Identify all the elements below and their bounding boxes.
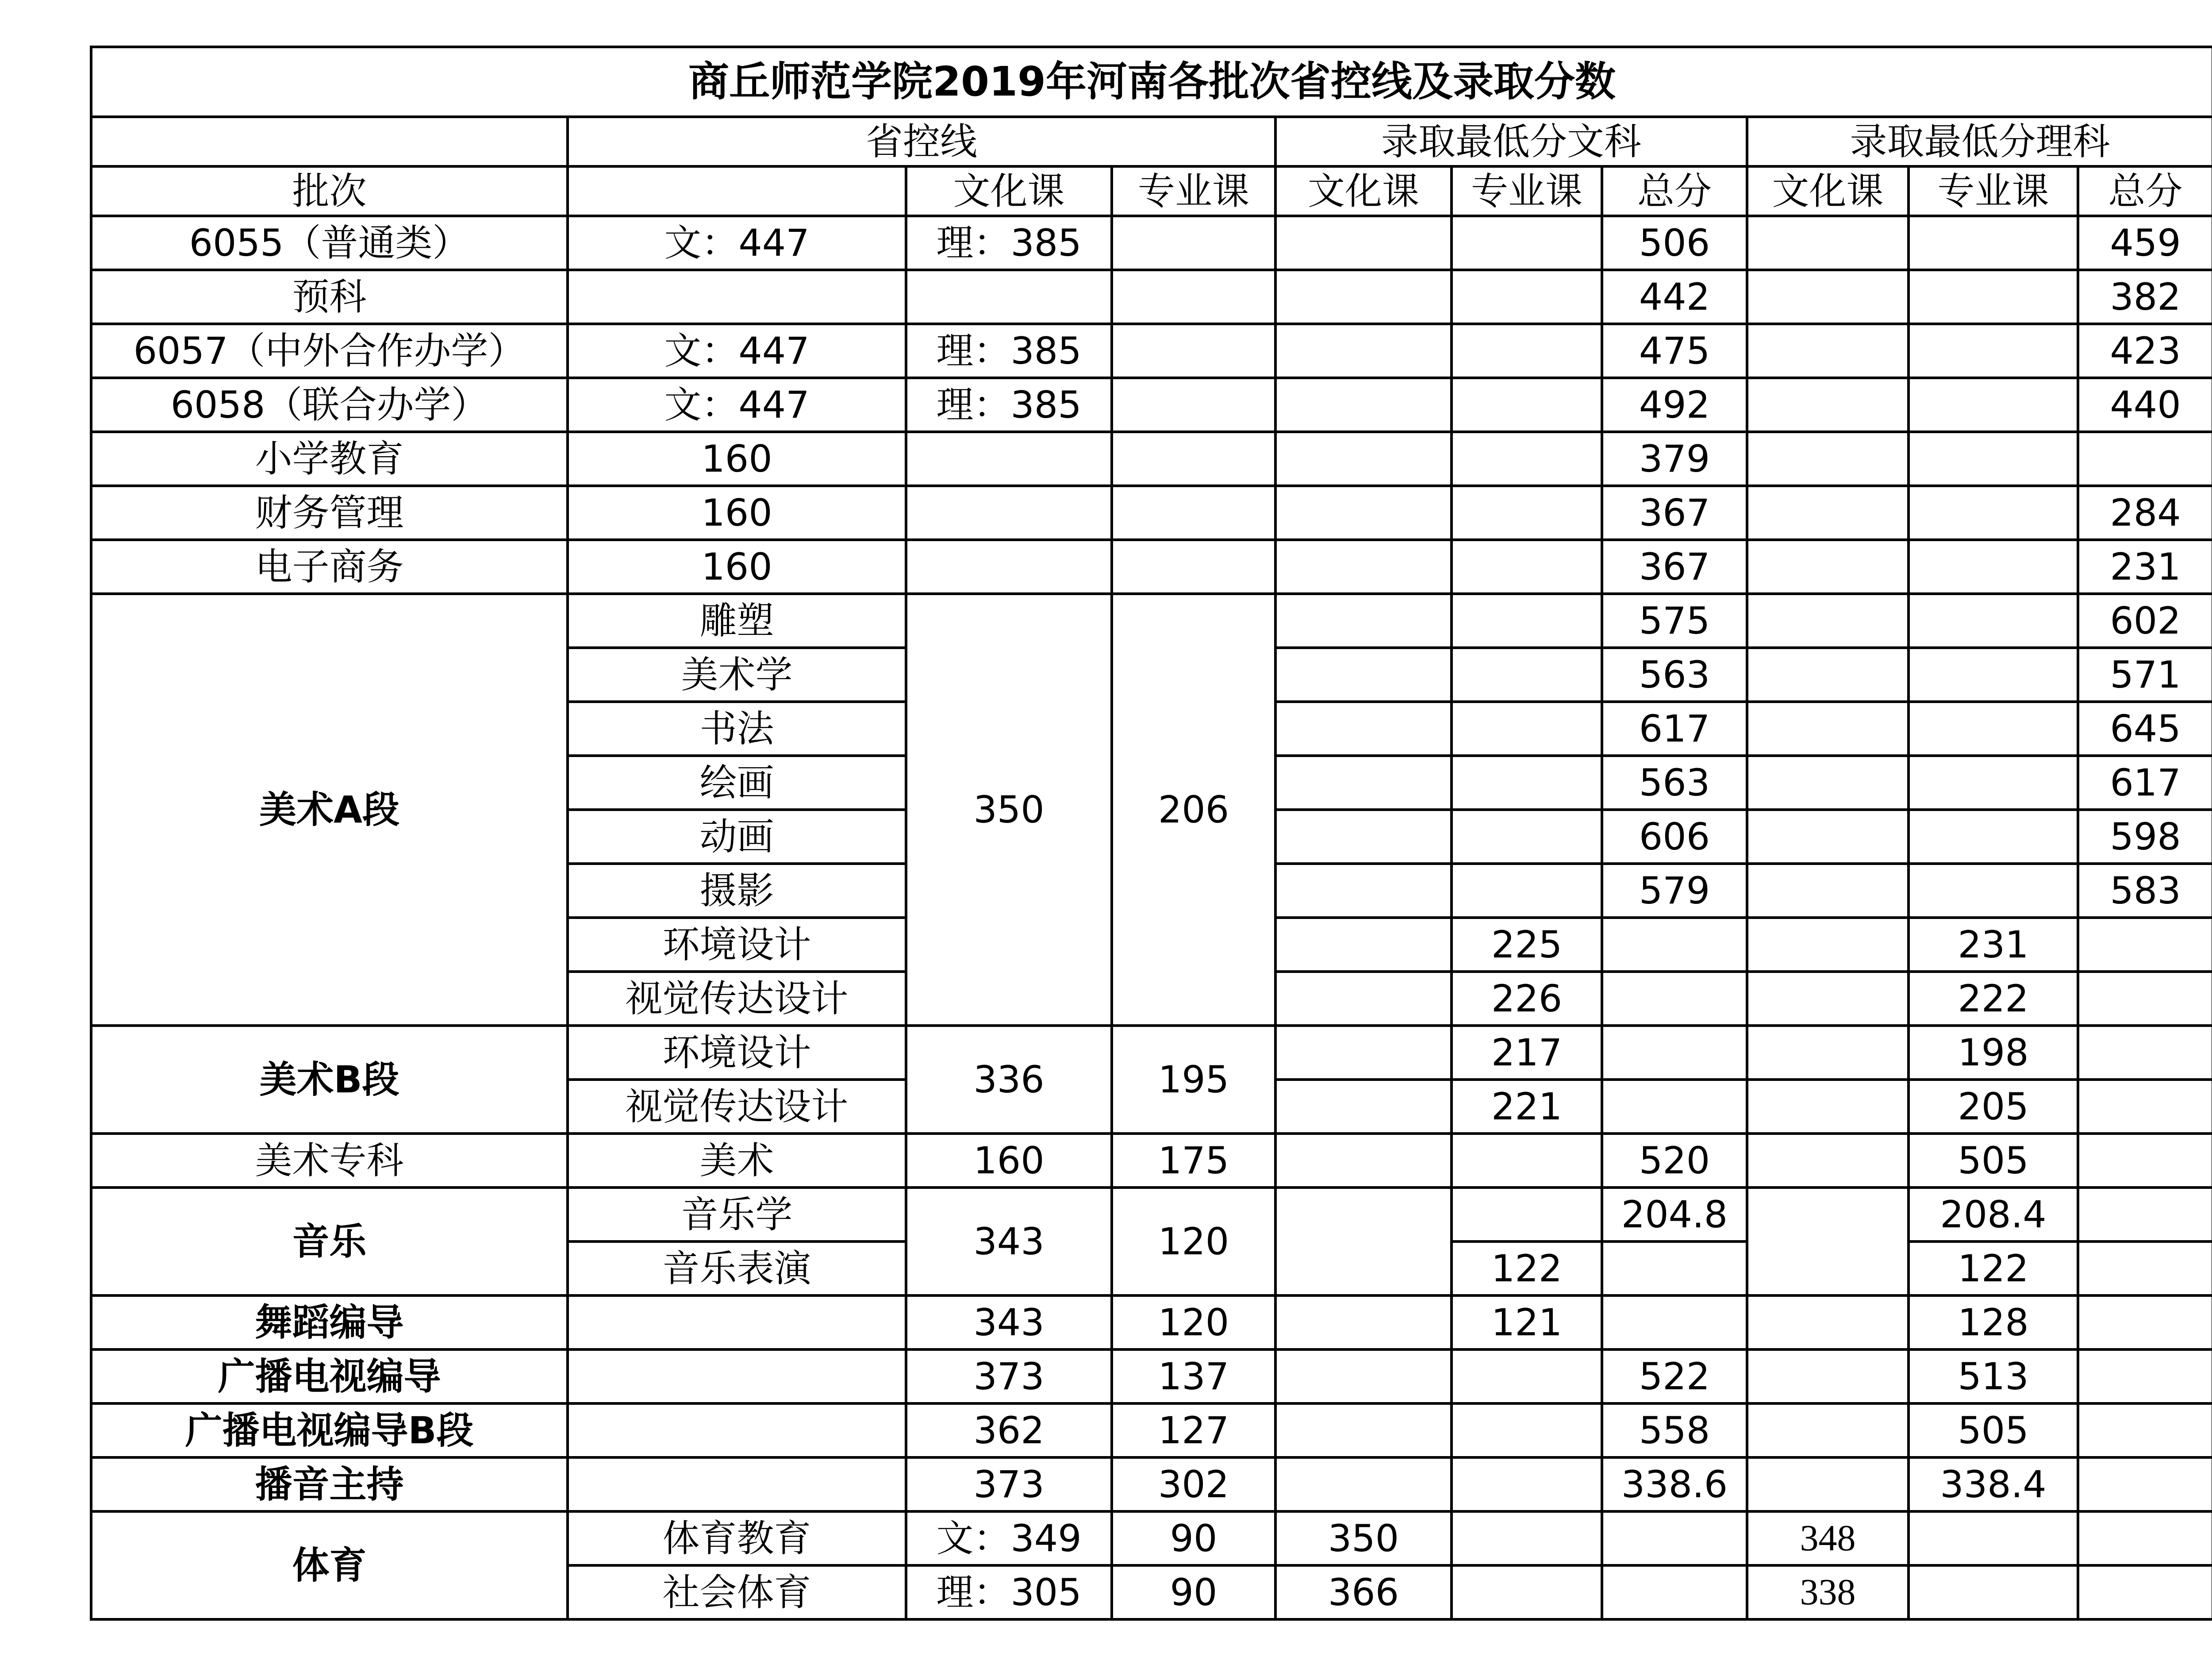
wen-total: 442 (1602, 270, 1747, 324)
wen-total: 204.8 (1602, 1188, 1747, 1242)
major-name: 视觉传达设计 (568, 972, 906, 1026)
header-wen-total: 总分 (1602, 166, 1747, 216)
wen-total: 520 (1602, 1134, 1747, 1188)
line-wen: 文：447 (568, 378, 906, 432)
li-major: 505 (1909, 1134, 2078, 1188)
major-name: 环境设计 (568, 918, 906, 972)
header-wen-major: 专业课 (1452, 166, 1602, 216)
table-row (91, 486, 2212, 540)
line-major: 137 (1112, 1349, 1275, 1403)
header-wen-culture: 文化课 (1275, 166, 1452, 216)
batch-name: 美术B段 (91, 1026, 568, 1134)
line-major: 175 (1112, 1134, 1275, 1188)
major-name: 书法 (568, 702, 906, 756)
wen-total: 563 (1602, 756, 1747, 810)
wen-major: 225 (1452, 918, 1602, 972)
table-row (91, 1295, 2212, 1349)
header-blank (568, 166, 906, 216)
table-row (91, 1403, 2212, 1457)
wen-total: 338.6 (1602, 1457, 1747, 1511)
wen-culture: 366 (1275, 1565, 1452, 1619)
li-major: 205 (1909, 1080, 2078, 1134)
batch-name: 舞蹈编导 (91, 1295, 568, 1349)
major-name: 摄影 (568, 864, 906, 918)
batch-name: 体育 (91, 1511, 568, 1619)
li-major: 222 (1909, 972, 2078, 1026)
li-total: 284 (2078, 486, 2212, 540)
li-total: 617 (2078, 756, 2212, 810)
li-total: 459 (2078, 216, 2212, 270)
line-value: 160 (568, 432, 906, 486)
line-culture: 362 (906, 1403, 1112, 1457)
line-culture: 343 (906, 1295, 1112, 1349)
li-total: 602 (2078, 594, 2212, 648)
major-name: 美术 (568, 1134, 906, 1188)
batch-name: 美术A段 (91, 594, 568, 1026)
table-row (91, 1188, 2212, 1242)
li-total: 440 (2078, 378, 2212, 432)
wen-total: 492 (1602, 378, 1747, 432)
score-table (90, 46, 2212, 1621)
li-total: 598 (2078, 810, 2212, 864)
table-row (91, 324, 2212, 378)
wen-total: 617 (1602, 702, 1747, 756)
table-row (91, 1457, 2212, 1511)
table-row (91, 1026, 2212, 1080)
major-name: 绘画 (568, 756, 906, 810)
header-min-li: 录取最低分理科 (1747, 117, 2212, 166)
table-title: 商丘师范学院2019年河南各批次省控线及录取分数 (91, 47, 2212, 117)
line-major: 90 (1112, 1511, 1275, 1565)
wen-total: 379 (1602, 432, 1747, 486)
line-culture: 343 (906, 1188, 1112, 1295)
major-name: 美术学 (568, 648, 906, 702)
line-culture: 336 (906, 1026, 1112, 1134)
line-major: 90 (1112, 1565, 1275, 1619)
wen-total: 575 (1602, 594, 1747, 648)
line-culture: 373 (906, 1349, 1112, 1403)
line-li: 理：385 (906, 378, 1112, 432)
table-row (91, 1511, 2212, 1565)
wen-total: 506 (1602, 216, 1747, 270)
li-major: 122 (1909, 1242, 2078, 1295)
header-row-1 (91, 117, 2212, 166)
line-li: 理：385 (906, 324, 1112, 378)
li-total: 382 (2078, 270, 2212, 324)
wen-major: 121 (1452, 1295, 1602, 1349)
batch-name: 广播电视编导B段 (91, 1403, 568, 1457)
header-row-2 (91, 166, 2212, 216)
table-row (91, 378, 2212, 432)
line-culture: 373 (906, 1457, 1112, 1511)
batch-name: 音乐 (91, 1188, 568, 1295)
batch-name: 6058（联合办学） (91, 378, 568, 432)
header-min-wen: 录取最低分文科 (1275, 117, 1747, 166)
table-row (91, 432, 2212, 486)
li-major: 208.4 (1909, 1188, 2078, 1242)
line-culture: 160 (906, 1134, 1112, 1188)
line-value: 160 (568, 540, 906, 594)
major-name: 动画 (568, 810, 906, 864)
major-name: 体育教育 (568, 1511, 906, 1565)
batch-name: 6055（普通类） (91, 216, 568, 270)
header-li-culture: 文化课 (1747, 166, 1909, 216)
li-major: 338.4 (1909, 1457, 2078, 1511)
li-major: 231 (1909, 918, 2078, 972)
line-major: 120 (1112, 1295, 1275, 1349)
header-li-major: 专业课 (1909, 166, 2078, 216)
wen-total: 522 (1602, 1349, 1747, 1403)
batch-name: 财务管理 (91, 486, 568, 540)
line-major: 120 (1112, 1188, 1275, 1295)
major-name: 音乐学 (568, 1188, 906, 1242)
wen-total: 579 (1602, 864, 1747, 918)
li-total: 571 (2078, 648, 2212, 702)
li-major: 505 (1909, 1403, 2078, 1457)
line-li: 理：385 (906, 216, 1112, 270)
table-row (91, 216, 2212, 270)
li-culture: 338 (1747, 1565, 1909, 1619)
major-name: 环境设计 (568, 1026, 906, 1080)
header-batch: 批次 (91, 166, 568, 216)
line-wen: 文：447 (568, 216, 906, 270)
header-provincial-line: 省控线 (568, 117, 1275, 166)
li-total: 423 (2078, 324, 2212, 378)
li-major: 513 (1909, 1349, 2078, 1403)
title-row (91, 47, 2212, 117)
table-row (91, 270, 2212, 324)
wen-culture: 350 (1275, 1511, 1452, 1565)
li-major: 198 (1909, 1026, 2078, 1080)
table-row (91, 540, 2212, 594)
line-wen: 文：447 (568, 324, 906, 378)
wen-total: 558 (1602, 1403, 1747, 1457)
li-culture: 348 (1747, 1511, 1909, 1565)
wen-total: 367 (1602, 540, 1747, 594)
line-major: 127 (1112, 1403, 1275, 1457)
wen-major: 221 (1452, 1080, 1602, 1134)
line-major: 206 (1112, 594, 1275, 1026)
batch-name: 播音主持 (91, 1457, 568, 1511)
line-culture: 理：305 (906, 1565, 1112, 1619)
batch-name: 电子商务 (91, 540, 568, 594)
wen-major: 226 (1452, 972, 1602, 1026)
header-li-total: 总分 (2078, 166, 2212, 216)
wen-total: 475 (1602, 324, 1747, 378)
batch-name: 美术专科 (91, 1134, 568, 1188)
line-value: 160 (568, 486, 906, 540)
table-row (91, 594, 2212, 648)
header-blank (91, 117, 568, 166)
major-name: 社会体育 (568, 1565, 906, 1619)
li-major: 128 (1909, 1295, 2078, 1349)
batch-name: 预科 (91, 270, 568, 324)
wen-major: 217 (1452, 1026, 1602, 1080)
table-row (91, 1349, 2212, 1403)
batch-name: 6057（中外合作办学） (91, 324, 568, 378)
wen-major: 122 (1452, 1242, 1602, 1295)
line-major: 302 (1112, 1457, 1275, 1511)
line-culture: 350 (906, 594, 1112, 1026)
major-name: 音乐表演 (568, 1242, 906, 1295)
li-total: 231 (2078, 540, 2212, 594)
li-total: 583 (2078, 864, 2212, 918)
major-name: 雕塑 (568, 594, 906, 648)
wen-total: 367 (1602, 486, 1747, 540)
batch-name: 小学教育 (91, 432, 568, 486)
wen-total: 563 (1602, 648, 1747, 702)
table-row (91, 1134, 2212, 1188)
wen-total: 606 (1602, 810, 1747, 864)
header-line-major: 专业课 (1112, 166, 1275, 216)
line-culture: 文：349 (906, 1511, 1112, 1565)
header-line-culture: 文化课 (906, 166, 1112, 216)
batch-name: 广播电视编导 (91, 1349, 568, 1403)
score-sheet (90, 46, 2212, 1621)
line-major: 195 (1112, 1026, 1275, 1134)
li-total: 645 (2078, 702, 2212, 756)
major-name: 视觉传达设计 (568, 1080, 906, 1134)
